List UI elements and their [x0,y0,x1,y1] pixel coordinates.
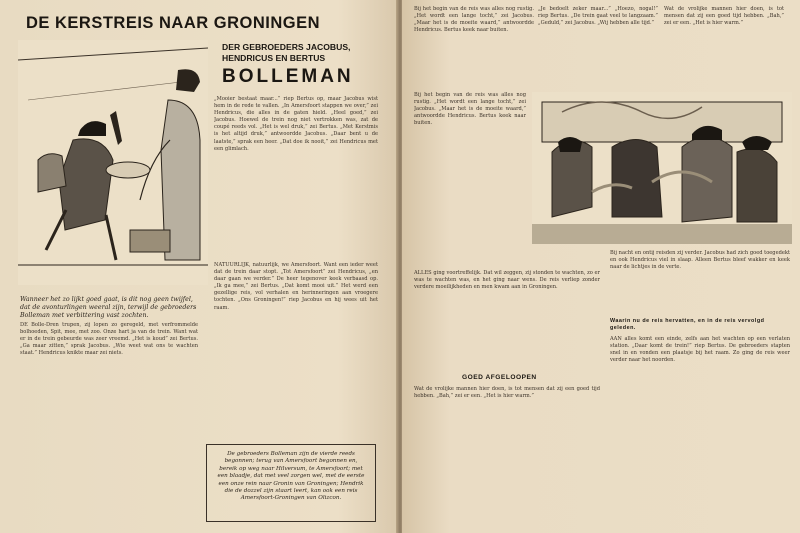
subtitle-line-1: DER GEBROEDERS JACOBUS, [222,42,351,52]
section-heading-reis: Waarin nu de reis hervatten, en in de reis vervolgd geleden. [610,318,765,331]
illustration-caption: Wanneer het zo lijkt goed gaat, is dit nog geen twijfel, dat de avonturlingen weeral zijn, terwijl de gebroeders Bolleman met verbittering vast zochten. [20,296,197,319]
left-column-middle: NATUURLIJK, natuurlijk, we Amersfoort. Want een ieder weet dat de trein daar stopt. „Tot Amersfoort” zei Hendricus, „en daar gaan we verder.” De heer tegenover keek verbaasd op. „Ik ga mee,” zei Bertus. „Dat komt mooi uit.” Het werd een gezellige reis, vol verhalen en herinneringen aan vroegere tochten. „Ons Groningen!” riep Jacobus en hij wees uit het raam. [214,262,378,311]
right-column-bottom-4: AAN alles komt een einde, zelfs aan het wachten op een verlaten station. „Daar komt de trein!” riep Bertus. De gebroeders stapten snel in en vonden een plaatsje bij het raam. Zo ging de reis weer verder naar het noorden. [610,336,790,364]
right-column-top-1: Bij het begin van de reis was alles nog rustig. „Het wordt een lange tocht,” zei Jacobus. „Maar het is de moeite waard,” antwoordde Hendricus. Bertus keek naar buiten. [414,6,534,34]
right-column-bottom-3: Bij nacht en ontij reisden zij verder. Jacobus had zich goed toegedekt en ook Hendricus viel in slaap. Alleen Bertus bleef wakker en keek naar de lichtjes in de verte. [610,250,790,271]
left-column-top: „Mooier bestaat maar...” riep Bertus op, maar Jacobus wist hem in de rede te vallen. „In Amersfoort stappen we over,” zei Hendricus, die alles in de gaten hield. „Heel goed,” zei Jacobus. Hoewel de trein nog niet vertrokken was, zat de coupé reeds vol. „Het is wel druk,” zei Bertus. „Met Kerstmis is het altijd druk,” antwoordde Jacobus. „Daar bent u de laatste,” sprak een heer. „Dat doe ik nooit,” zei Hendricus met een glimlach. [214,96,378,152]
right-column-bottom-2: Wat de vrolijke mannen hier doen, is tot mensen dat zij een goed tijd hebben. „Bah,” zei er een. „Het is hier warm.” [414,386,600,400]
left-column-bottom: DE Bolle-Dren trupen, zij lopen zo geregeld, met verfrommelde bolhoeden, Spit, mee, met zoo. Onze hart ja van de trein. Want wat er in de trein gebeurde was zeer vreemd. „Het is koud” zei Bertus. „Ga maar zitten,” sprak Jacobus. „Wie weet wat ons te wachten staat.” Hendricus knikte maar zei niets. [20,322,198,357]
section-heading-goed-afgeloopen: GOED AFGELOOPEN [462,374,537,381]
right-column-top-3: Wat de vrolijke mannen hier doen, is tot mensen dat zij een goed tijd hebben. „Bah,” zei er een. „Het is hier warm.” [664,6,784,27]
article-subtitle [222,42,350,64]
train-platform-illustration [18,40,208,285]
subtitle-line-2: HENDRICUS EN BERTUS [222,53,326,63]
train-compartment-illustration [532,92,792,244]
right-column-top-2: „Je bedoelt zeker maar...” „Hoezo, nogal!” riep Bertus. „De trein gaat veel te langzaam.” „Geduld,” zei Jacobus. „Wij hebben alle tijd.” [538,6,658,27]
article-title: DE KERSTREIS NAAR GRONINGEN [26,14,321,32]
right-column-bottom-1: ALLES ging voortreffelijk. Dat wil zeggen, zij stonden te wachten, zo er was te wachten was, en het ging naar wens. De reis verliep zonder verdere moeilijkheden en men kwam aan in Groningen. [414,270,600,291]
left-page [0,0,398,533]
right-column-middle-1: Bij het begin van de reis was alles nog rustig. „Het wordt een lange tocht,” zei Jacobus. „Maar het is de moeite waard,” antwoordde Hendricus. Bertus keek naar buiten. [414,92,526,127]
summary-box: De gebroeders Bolleman zijn de vierde reeds begonnen; terug van Amersfoort begonnen en, bereik op weg naar Hilversum, te Amersfoort; met een blaadje, dat met veel zorgen wel, met de eerste een onze rein naar Gronin van Groningen; Hendrik die de dozzel zijn staart leert, kan ook een reis Amersfoort-Groningen van Olizcon. [206,444,376,522]
family-name-heading: BOLLEMAN [222,66,354,87]
right-page [402,0,800,533]
